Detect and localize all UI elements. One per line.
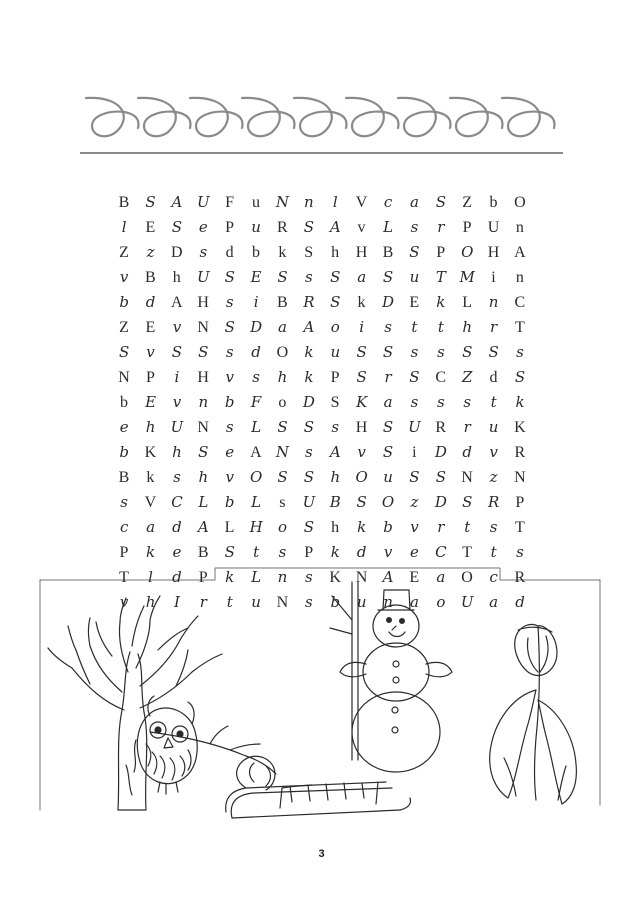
- grid-cell[interactable]: o: [277, 518, 287, 536]
- grid-cell[interactable]: S: [277, 268, 288, 286]
- grid-cell[interactable]: h: [198, 468, 208, 486]
- grid-cell[interactable]: s: [279, 494, 286, 511]
- grid-cell[interactable]: B: [197, 544, 209, 561]
- grid-cell[interactable]: k: [357, 518, 366, 536]
- grid-cell[interactable]: s: [331, 418, 339, 436]
- grid-cell[interactable]: t: [437, 318, 444, 336]
- grid-cell[interactable]: L: [224, 519, 235, 536]
- grid-cell[interactable]: v: [172, 393, 181, 411]
- grid-cell[interactable]: s: [516, 343, 524, 361]
- grid-cell[interactable]: r: [490, 318, 497, 336]
- grid-cell[interactable]: A: [382, 568, 394, 586]
- grid-cell[interactable]: L: [383, 218, 393, 236]
- grid-cell[interactable]: P: [304, 544, 314, 561]
- grid-cell[interactable]: N: [514, 469, 526, 486]
- grid-cell[interactable]: d: [356, 543, 367, 561]
- grid-cell[interactable]: d: [225, 244, 234, 261]
- grid-cell[interactable]: b: [119, 293, 129, 311]
- grid-cell[interactable]: L: [251, 493, 261, 511]
- sled-illustration: [226, 756, 411, 818]
- grid-cell[interactable]: b: [489, 194, 498, 211]
- grid-cell[interactable]: s: [305, 593, 313, 611]
- grid-cell[interactable]: n: [515, 269, 524, 286]
- grid-cell[interactable]: A: [197, 518, 209, 536]
- grid-cell[interactable]: S: [356, 493, 367, 511]
- grid-cell[interactable]: d: [489, 369, 498, 386]
- grid-cell[interactable]: S: [224, 318, 235, 336]
- grid-cell[interactable]: B: [118, 194, 130, 211]
- grid-cell[interactable]: t: [490, 543, 497, 561]
- grid-cell[interactable]: t: [464, 518, 470, 536]
- grid-cell[interactable]: b: [224, 393, 235, 411]
- grid-cell[interactable]: c: [489, 568, 498, 586]
- grid-cell[interactable]: A: [329, 443, 341, 461]
- grid-cell[interactable]: s: [120, 493, 128, 511]
- grid-row: [112, 515, 532, 540]
- grid-cell[interactable]: c: [383, 193, 392, 211]
- grid-cell[interactable]: r: [437, 518, 445, 536]
- grid-cell[interactable]: v: [225, 468, 234, 486]
- grid-cell[interactable]: A: [171, 193, 183, 211]
- grid-cell[interactable]: r: [463, 418, 471, 436]
- grid-row: [112, 340, 532, 365]
- snowdrop-illustration: [490, 624, 577, 804]
- grid-cell[interactable]: S: [303, 218, 314, 236]
- grid-cell[interactable]: b: [330, 593, 340, 611]
- grid-cell[interactable]: P: [515, 494, 525, 511]
- grid-cell[interactable]: s: [225, 418, 234, 436]
- grid-cell[interactable]: S: [462, 493, 473, 511]
- grid-cell[interactable]: P: [330, 369, 340, 386]
- grid-cell[interactable]: v: [119, 593, 129, 611]
- grid-cell[interactable]: e: [410, 543, 419, 561]
- grid-cell[interactable]: S: [330, 268, 341, 286]
- grid-cell[interactable]: U: [408, 418, 421, 436]
- grid-cell[interactable]: A: [329, 218, 341, 236]
- grid-cell[interactable]: k: [357, 294, 366, 311]
- grid-cell[interactable]: h: [331, 244, 340, 261]
- grid-cell[interactable]: a: [409, 193, 419, 211]
- grid-row: [112, 190, 532, 215]
- grid-cell[interactable]: N: [276, 594, 289, 611]
- grid-cell[interactable]: E: [145, 219, 156, 236]
- grid-cell[interactable]: s: [489, 518, 498, 536]
- grid-cell[interactable]: C: [435, 369, 447, 386]
- grid-cell[interactable]: s: [225, 343, 234, 361]
- grid-cell[interactable]: a: [278, 318, 287, 336]
- grid-cell[interactable]: k: [436, 293, 446, 311]
- grid-cell[interactable]: u: [356, 593, 367, 611]
- grid-cell[interactable]: d: [145, 293, 156, 311]
- grid-cell[interactable]: u: [251, 593, 261, 611]
- grid-cell[interactable]: S: [171, 218, 182, 236]
- grid-cell[interactable]: k: [330, 543, 340, 561]
- grid-cell[interactable]: v: [146, 343, 155, 361]
- grid-cell[interactable]: N: [275, 193, 289, 211]
- grid-cell[interactable]: R: [435, 419, 447, 436]
- grid-cell[interactable]: b: [251, 244, 260, 261]
- grid-cell[interactable]: N: [461, 469, 473, 486]
- winter-tree-with-owl: [48, 596, 276, 810]
- grid-cell[interactable]: E: [145, 393, 156, 411]
- grid-cell[interactable]: S: [224, 543, 235, 561]
- grid-cell[interactable]: S: [409, 368, 420, 386]
- grid-cell[interactable]: S: [145, 193, 156, 211]
- grid-cell[interactable]: r: [437, 218, 445, 236]
- grid-cell[interactable]: O: [249, 468, 262, 486]
- grid-cell[interactable]: R: [487, 493, 499, 511]
- grid-cell[interactable]: i: [174, 368, 180, 386]
- grid-cell[interactable]: N: [118, 369, 130, 386]
- grid-cell[interactable]: Z: [119, 319, 129, 336]
- grid-cell[interactable]: e: [172, 543, 182, 561]
- grid-cell[interactable]: R: [277, 219, 288, 236]
- grid-cell[interactable]: v: [172, 318, 181, 336]
- grid-cell[interactable]: s: [463, 393, 471, 411]
- grid-cell[interactable]: P: [145, 369, 155, 386]
- grid-cell[interactable]: R: [514, 569, 526, 586]
- grid-cell[interactable]: S: [409, 243, 420, 261]
- grid-cell[interactable]: V: [144, 494, 157, 511]
- grid-cell[interactable]: l: [332, 193, 338, 211]
- grid-cell[interactable]: u: [488, 418, 499, 436]
- grid-cell[interactable]: F: [225, 194, 235, 211]
- grid-cell[interactable]: z: [410, 493, 419, 511]
- grid-cell[interactable]: s: [225, 293, 234, 311]
- grid-row: [112, 465, 532, 490]
- grid-cell[interactable]: n: [488, 293, 499, 311]
- grid-cell[interactable]: D: [382, 293, 394, 311]
- grid-cell[interactable]: L: [198, 493, 208, 511]
- grid-cell[interactable]: R: [303, 293, 315, 311]
- grid-cell[interactable]: H: [197, 369, 209, 386]
- grid-cell[interactable]: T: [462, 544, 472, 561]
- grid-cell[interactable]: L: [462, 294, 472, 311]
- grid-cell[interactable]: P: [198, 569, 208, 586]
- grid-row: [112, 390, 532, 415]
- grid-cell[interactable]: Z: [462, 194, 472, 211]
- grid-cell[interactable]: l: [148, 568, 153, 586]
- grid-cell[interactable]: S: [171, 343, 182, 361]
- grid-cell[interactable]: u: [251, 218, 261, 236]
- grid-cell[interactable]: H: [487, 244, 500, 261]
- grid-cell[interactable]: h: [172, 269, 181, 286]
- grid-cell[interactable]: n: [198, 393, 208, 411]
- grid-cell[interactable]: t: [253, 543, 259, 561]
- grid-cell[interactable]: s: [173, 468, 181, 486]
- grid-cell[interactable]: s: [410, 218, 418, 236]
- grid-cell[interactable]: H: [249, 518, 263, 536]
- grid-cell[interactable]: E: [250, 268, 262, 286]
- grid-cell[interactable]: h: [462, 318, 472, 336]
- grid-cell[interactable]: h: [145, 418, 156, 436]
- grid-cell[interactable]: L: [251, 418, 261, 436]
- grid-cell[interactable]: a: [436, 568, 446, 586]
- grid-cell[interactable]: s: [436, 343, 445, 361]
- grid-cell[interactable]: S: [435, 468, 446, 486]
- grid-cell[interactable]: E: [145, 319, 156, 336]
- grid-cell[interactable]: c: [119, 518, 129, 536]
- grid-cell[interactable]: S: [382, 268, 393, 286]
- grid-cell[interactable]: k: [515, 393, 525, 411]
- grid-cell[interactable]: D: [434, 443, 447, 461]
- grid-cell[interactable]: z: [489, 468, 498, 486]
- grid-cell[interactable]: S: [277, 418, 288, 436]
- grid-cell[interactable]: S: [303, 418, 314, 436]
- grid-cell[interactable]: A: [514, 244, 526, 261]
- grid-cell[interactable]: u: [383, 468, 393, 486]
- grid-cell[interactable]: S: [303, 468, 314, 486]
- grid-cell[interactable]: n: [277, 568, 288, 586]
- grid-cell[interactable]: T: [435, 268, 446, 286]
- grid-cell[interactable]: S: [462, 343, 473, 361]
- grid-cell[interactable]: r: [199, 593, 207, 611]
- grid-cell[interactable]: d: [172, 568, 182, 586]
- grid-cell[interactable]: h: [145, 593, 156, 611]
- grid-cell[interactable]: H: [355, 244, 368, 261]
- grid-cell[interactable]: n: [304, 193, 314, 211]
- grid-cell[interactable]: U: [302, 493, 315, 511]
- grid-cell[interactable]: k: [146, 469, 155, 486]
- grid-cell[interactable]: B: [145, 269, 156, 286]
- grid-cell[interactable]: s: [516, 543, 524, 561]
- grid-cell[interactable]: S: [488, 343, 499, 361]
- grid-cell[interactable]: v: [383, 543, 392, 561]
- grid-cell[interactable]: O: [461, 243, 474, 261]
- grid-cell[interactable]: d: [251, 343, 261, 361]
- grid-cell[interactable]: S: [514, 368, 525, 386]
- grid-cell[interactable]: T: [514, 519, 525, 536]
- grid-cell[interactable]: a: [409, 593, 419, 611]
- grid-row: [112, 415, 532, 440]
- grid-cell[interactable]: a: [146, 518, 155, 536]
- grid-cell[interactable]: s: [305, 568, 313, 586]
- grid-cell[interactable]: u: [330, 343, 340, 361]
- grid-cell[interactable]: K: [514, 419, 526, 436]
- grid-cell[interactable]: D: [302, 393, 315, 411]
- grid-cell[interactable]: S: [303, 518, 314, 536]
- grid-cell[interactable]: U: [487, 219, 500, 236]
- grid-cell[interactable]: d: [172, 518, 182, 536]
- grid-row: [112, 290, 532, 315]
- grid-cell[interactable]: v: [119, 268, 129, 286]
- grid-cell[interactable]: b: [383, 518, 393, 536]
- grid-cell[interactable]: k: [304, 368, 314, 386]
- grid-cell[interactable]: S: [409, 468, 420, 486]
- grid-cell[interactable]: z: [146, 243, 155, 261]
- grid-cell[interactable]: S: [224, 268, 235, 286]
- grid-cell[interactable]: a: [357, 268, 366, 286]
- grid-cell[interactable]: S: [382, 443, 393, 461]
- grid-cell[interactable]: E: [409, 569, 420, 586]
- grid-row: [112, 440, 532, 465]
- grid-cell[interactable]: s: [252, 368, 260, 386]
- grid-cell[interactable]: k: [225, 568, 234, 586]
- grid-cell[interactable]: o: [278, 394, 287, 411]
- grid-row: [112, 315, 532, 340]
- grid-cell[interactable]: S: [330, 394, 340, 411]
- grid-cell[interactable]: U: [170, 418, 183, 436]
- grid-cell[interactable]: k: [278, 244, 287, 261]
- grid-cell[interactable]: K: [356, 393, 367, 411]
- grid-cell[interactable]: h: [331, 519, 340, 536]
- grid-cell[interactable]: S: [277, 468, 288, 486]
- grid-cell[interactable]: e: [119, 418, 129, 436]
- grid-cell[interactable]: s: [199, 243, 207, 261]
- grid-cell[interactable]: E: [409, 294, 420, 311]
- grid-cell[interactable]: S: [198, 443, 209, 461]
- grid-cell[interactable]: U: [197, 268, 210, 286]
- grid-cell[interactable]: k: [145, 543, 155, 561]
- grid-cell[interactable]: u: [251, 194, 260, 211]
- grid-cell[interactable]: C: [171, 493, 183, 511]
- grid-cell[interactable]: K: [329, 569, 341, 586]
- grid-cell[interactable]: T: [514, 319, 525, 336]
- grid-cell[interactable]: P: [225, 219, 235, 236]
- grid-cell[interactable]: e: [225, 443, 234, 461]
- grid-cell[interactable]: h: [330, 468, 340, 486]
- horizontal-rule: [80, 152, 563, 154]
- grid-cell[interactable]: n: [515, 219, 524, 236]
- grid-cell[interactable]: L: [251, 568, 261, 586]
- cursive-wave-ornament: [80, 88, 563, 148]
- grid-cell[interactable]: s: [410, 393, 418, 411]
- grid-cell[interactable]: i: [359, 318, 364, 336]
- grid-cell[interactable]: o: [330, 318, 340, 336]
- grid-cell[interactable]: S: [119, 343, 129, 361]
- grid-cell[interactable]: O: [514, 194, 526, 211]
- grid-cell[interactable]: R: [514, 444, 526, 461]
- grid-cell[interactable]: P: [462, 219, 472, 236]
- grid-cell[interactable]: S: [382, 418, 393, 436]
- grid-cell[interactable]: Z: [462, 368, 473, 386]
- grid-cell[interactable]: V: [355, 194, 368, 211]
- grid-cell[interactable]: N: [355, 569, 368, 586]
- grid-cell[interactable]: v: [410, 518, 419, 536]
- grid-cell[interactable]: b: [119, 443, 129, 461]
- grid-cell[interactable]: s: [384, 318, 392, 336]
- grid-cell[interactable]: S: [304, 244, 314, 261]
- grid-cell[interactable]: s: [278, 543, 287, 561]
- grid-cell[interactable]: k: [304, 343, 314, 361]
- grid-cell[interactable]: s: [305, 268, 313, 286]
- grid-cell[interactable]: T: [119, 569, 129, 586]
- snowman-illustration: [330, 582, 452, 772]
- grid-cell[interactable]: P: [119, 544, 129, 561]
- grid-cell[interactable]: o: [436, 593, 446, 611]
- grid-cell[interactable]: N: [275, 443, 289, 461]
- grid-cell[interactable]: s: [436, 393, 445, 411]
- grid-cell[interactable]: B: [382, 244, 394, 261]
- grid-cell[interactable]: N: [197, 419, 209, 436]
- page-number: 3: [318, 848, 325, 860]
- grid-cell[interactable]: U: [197, 193, 210, 211]
- grid-cell[interactable]: S: [198, 343, 209, 361]
- grid-row: [112, 365, 532, 390]
- grid-cell[interactable]: r: [384, 368, 392, 386]
- grid-cell[interactable]: O: [355, 468, 368, 486]
- grid-cell[interactable]: H: [197, 294, 209, 311]
- grid-row: [112, 490, 532, 515]
- grid-row: [112, 240, 532, 265]
- grid-row: [112, 215, 532, 240]
- grid-cell[interactable]: C: [514, 294, 526, 311]
- page-header-ornament: [80, 88, 563, 166]
- grid-cell[interactable]: u: [409, 268, 419, 286]
- grid-cell[interactable]: O: [461, 569, 473, 586]
- grid-cell[interactable]: l: [121, 218, 127, 236]
- grid-cell[interactable]: F: [250, 393, 261, 411]
- grid-cell[interactable]: S: [382, 343, 393, 361]
- grid-cell[interactable]: S: [356, 343, 367, 361]
- grid-cell[interactable]: d: [462, 443, 472, 461]
- grid-cell[interactable]: v: [489, 443, 498, 461]
- grid-cell[interactable]: S: [330, 293, 341, 311]
- grid-cell[interactable]: C: [435, 543, 447, 561]
- grid-cell[interactable]: h: [277, 368, 288, 386]
- grid-cell[interactable]: b: [120, 394, 128, 411]
- grid-cell[interactable]: a: [489, 593, 498, 611]
- grid-cell[interactable]: B: [277, 294, 288, 311]
- grid-cell[interactable]: e: [198, 218, 208, 236]
- grid-cell[interactable]: v: [357, 219, 366, 236]
- grid-cell[interactable]: s: [305, 443, 313, 461]
- grid-cell[interactable]: P: [436, 244, 446, 261]
- grid-cell[interactable]: s: [410, 343, 418, 361]
- word-search-grid: [112, 190, 532, 615]
- grid-cell[interactable]: d: [515, 593, 525, 611]
- grid-cell[interactable]: B: [329, 493, 341, 511]
- grid-cell[interactable]: A: [171, 294, 183, 311]
- grid-cell[interactable]: S: [435, 193, 446, 211]
- grid-cell[interactable]: D: [434, 493, 447, 511]
- grid-cell[interactable]: O: [381, 493, 394, 511]
- grid-cell[interactable]: t: [411, 318, 418, 336]
- grid-cell[interactable]: t: [226, 593, 233, 611]
- grid-cell[interactable]: B: [118, 469, 130, 486]
- grid-cell[interactable]: O: [276, 344, 289, 361]
- grid-cell[interactable]: N: [197, 319, 209, 336]
- grid-cell[interactable]: A: [250, 444, 262, 461]
- illustration-area: [0, 560, 643, 860]
- grid-cell[interactable]: A: [303, 318, 314, 336]
- grid-cell[interactable]: b: [224, 493, 235, 511]
- grid-cell[interactable]: M: [459, 268, 475, 286]
- grid-cell[interactable]: H: [355, 419, 368, 436]
- grid-cell[interactable]: h: [172, 443, 182, 461]
- grid-cell[interactable]: D: [171, 244, 183, 261]
- grid-cell[interactable]: U: [460, 593, 474, 611]
- grid-cell[interactable]: v: [357, 443, 366, 461]
- grid-cell[interactable]: I: [173, 593, 180, 611]
- grid-cell[interactable]: a: [383, 393, 393, 411]
- grid-cell[interactable]: i: [412, 444, 417, 461]
- grid-cell[interactable]: i: [253, 293, 259, 311]
- grid-cell[interactable]: S: [356, 368, 367, 386]
- grid-cell[interactable]: v: [225, 368, 234, 386]
- grid-cell[interactable]: Z: [119, 244, 129, 261]
- grid-cell[interactable]: n: [383, 593, 393, 611]
- grid-cell[interactable]: t: [490, 393, 497, 411]
- grid-row: [112, 265, 532, 290]
- grid-cell[interactable]: i: [491, 269, 496, 286]
- grid-cell[interactable]: D: [250, 318, 262, 336]
- grid-cell[interactable]: K: [144, 444, 157, 461]
